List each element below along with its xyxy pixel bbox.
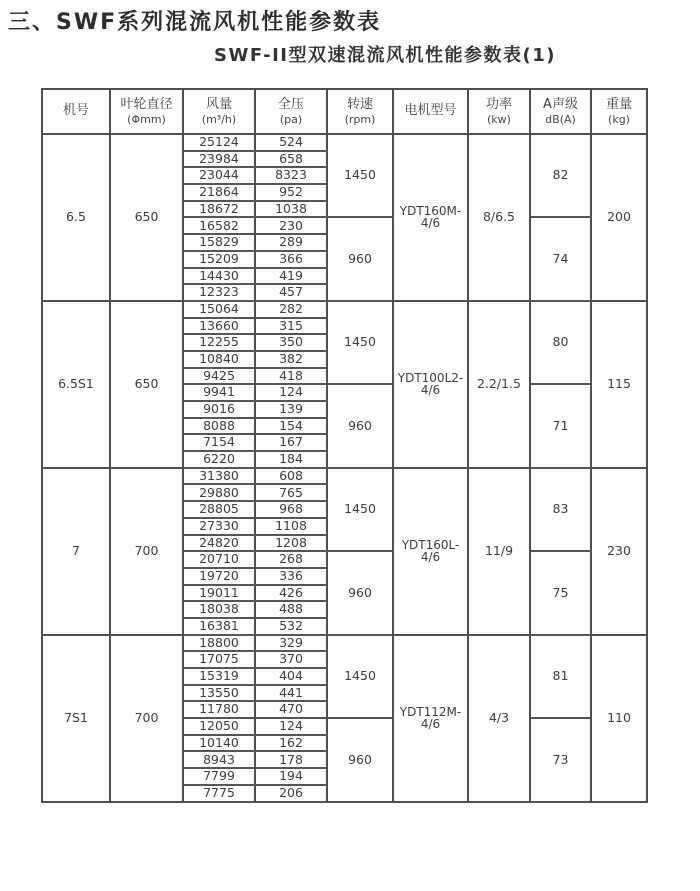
pressure-value: 167	[255, 434, 327, 451]
weight-value: 115	[591, 301, 647, 468]
noise-level: 71	[530, 384, 591, 467]
speed-value: 960	[327, 384, 393, 467]
pressure-value: 1208	[255, 535, 327, 552]
motor-model: YDT112M-4/6	[393, 635, 468, 802]
pressure-value: 524	[255, 134, 327, 151]
pressure-value: 404	[255, 668, 327, 685]
airflow-value: 15064	[183, 301, 255, 318]
header-label: A声级	[543, 96, 578, 112]
col-header-speed	[327, 89, 393, 134]
weight-value: 200	[591, 134, 647, 301]
airflow-value: 17075	[183, 651, 255, 668]
col-header-power	[468, 89, 530, 134]
speed-value: 1450	[327, 635, 393, 718]
pressure-value: 268	[255, 551, 327, 568]
impeller-diameter: 650	[110, 301, 183, 468]
airflow-value: 16381	[183, 618, 255, 635]
airflow-value: 11780	[183, 701, 255, 718]
airflow-value: 20710	[183, 551, 255, 568]
machine-no: 7S1	[42, 635, 110, 802]
impeller-diameter: 650	[110, 134, 183, 301]
pressure-value: 162	[255, 735, 327, 752]
table-row	[42, 635, 647, 652]
airflow-value: 9425	[183, 368, 255, 385]
power-value: 2.2/1.5	[468, 301, 530, 468]
airflow-value: 16582	[183, 217, 255, 234]
col-header-airflow	[183, 89, 255, 134]
airflow-value: 13660	[183, 318, 255, 335]
airflow-value: 18038	[183, 601, 255, 618]
speed-value: 960	[327, 718, 393, 801]
header-row	[42, 89, 647, 134]
airflow-value: 7154	[183, 434, 255, 451]
pressure-value: 532	[255, 618, 327, 635]
header-unit: (kg)	[608, 112, 630, 126]
pressure-value: 124	[255, 384, 327, 401]
table-row	[42, 468, 647, 485]
header-label: 叶轮直径	[120, 96, 173, 112]
airflow-value: 12255	[183, 334, 255, 351]
header-unit: (rpm)	[344, 112, 376, 126]
pressure-value: 184	[255, 451, 327, 468]
airflow-value: 15319	[183, 668, 255, 685]
header-label: 电机型号	[404, 103, 457, 119]
pressure-value: 230	[255, 217, 327, 234]
airflow-value: 7775	[183, 785, 255, 802]
fan-model-block-7s1	[42, 635, 647, 802]
pressure-value: 194	[255, 768, 327, 785]
noise-level: 74	[530, 217, 591, 300]
airflow-value: 18800	[183, 635, 255, 652]
header-unit: (pa)	[279, 112, 303, 126]
pressure-value: 488	[255, 601, 327, 618]
weight-value: 110	[591, 635, 647, 802]
pressure-value: 968	[255, 501, 327, 518]
page-title: 三、SWF系列混流风机性能参数表	[8, 10, 382, 35]
pressure-value: 366	[255, 251, 327, 268]
airflow-value: 9016	[183, 401, 255, 418]
fan-model-block-7	[42, 468, 647, 635]
airflow-value: 19011	[183, 585, 255, 602]
airflow-value: 8088	[183, 418, 255, 435]
machine-no: 7	[42, 468, 110, 635]
airflow-value: 7799	[183, 768, 255, 785]
speed-value: 1450	[327, 134, 393, 217]
fan-spec-table	[41, 88, 648, 803]
pressure-value: 1038	[255, 201, 327, 218]
airflow-value: 9941	[183, 384, 255, 401]
header-label: 重量	[605, 96, 632, 112]
noise-level: 80	[530, 301, 591, 384]
pressure-value: 154	[255, 418, 327, 435]
pressure-value: 608	[255, 468, 327, 485]
header-unit: (m³/h)	[201, 112, 237, 126]
col-header-total-pressure	[255, 89, 327, 134]
noise-level: 83	[530, 468, 591, 551]
noise-level: 81	[530, 635, 591, 718]
machine-no: 6.5	[42, 134, 110, 301]
airflow-value: 29880	[183, 484, 255, 501]
header-unit: dB(A)	[545, 112, 576, 126]
airflow-value: 18672	[183, 201, 255, 218]
motor-model: YDT100L2-4/6	[393, 301, 468, 468]
pressure-value: 139	[255, 401, 327, 418]
pressure-value: 8323	[255, 167, 327, 184]
airflow-value: 14430	[183, 268, 255, 285]
speed-value: 1450	[327, 301, 393, 384]
header-label: 全压	[277, 96, 304, 112]
airflow-value: 27330	[183, 518, 255, 535]
pressure-value: 952	[255, 184, 327, 201]
noise-level: 73	[530, 718, 591, 801]
airflow-value: 19720	[183, 568, 255, 585]
pressure-value: 315	[255, 318, 327, 335]
airflow-value: 31380	[183, 468, 255, 485]
pressure-value: 382	[255, 351, 327, 368]
airflow-value: 10140	[183, 735, 255, 752]
pressure-value: 441	[255, 685, 327, 702]
pressure-value: 178	[255, 751, 327, 768]
pressure-value: 124	[255, 718, 327, 735]
power-value: 4/3	[468, 635, 530, 802]
motor-model: YDT160M-4/6	[393, 134, 468, 301]
noise-level: 82	[530, 134, 591, 217]
col-header-noise-level	[530, 89, 591, 134]
header-label: 功率	[485, 96, 512, 112]
pressure-value: 658	[255, 151, 327, 168]
table-subtitle: SWF-II型双速混流风机性能参数表(1)	[214, 45, 556, 66]
header-unit: (kw)	[487, 112, 511, 126]
pressure-value: 350	[255, 334, 327, 351]
table-row	[42, 134, 647, 151]
pressure-value: 282	[255, 301, 327, 318]
pressure-value: 1108	[255, 518, 327, 535]
airflow-value: 15829	[183, 234, 255, 251]
airflow-value: 12050	[183, 718, 255, 735]
col-header-motor-model	[393, 89, 468, 134]
header-label: 机号	[62, 103, 89, 119]
speed-value: 960	[327, 217, 393, 300]
power-value: 8/6.5	[468, 134, 530, 301]
pressure-value: 419	[255, 268, 327, 285]
header-unit: (Φmm)	[127, 112, 166, 126]
col-header-machine-no	[42, 89, 110, 134]
pressure-value: 206	[255, 785, 327, 802]
col-header-weight	[591, 89, 647, 134]
airflow-value: 24820	[183, 535, 255, 552]
noise-level: 75	[530, 551, 591, 634]
airflow-value: 23044	[183, 167, 255, 184]
power-value: 11/9	[468, 468, 530, 635]
impeller-diameter: 700	[110, 468, 183, 635]
impeller-diameter: 700	[110, 635, 183, 802]
pressure-value: 418	[255, 368, 327, 385]
pressure-value: 457	[255, 284, 327, 301]
airflow-value: 13550	[183, 685, 255, 702]
weight-value: 230	[591, 468, 647, 635]
speed-value: 1450	[327, 468, 393, 551]
table-row	[42, 301, 647, 318]
airflow-value: 8943	[183, 751, 255, 768]
pressure-value: 765	[255, 484, 327, 501]
pressure-value: 470	[255, 701, 327, 718]
pressure-value: 336	[255, 568, 327, 585]
pressure-value: 426	[255, 585, 327, 602]
fan-model-block-6-5s1	[42, 301, 647, 468]
airflow-value: 23984	[183, 151, 255, 168]
pressure-value: 329	[255, 635, 327, 652]
speed-value: 960	[327, 551, 393, 634]
header-label: 风量	[205, 96, 232, 112]
airflow-value: 28805	[183, 501, 255, 518]
airflow-value: 25124	[183, 134, 255, 151]
airflow-value: 21864	[183, 184, 255, 201]
pressure-value: 289	[255, 234, 327, 251]
fan-model-block-6-5	[42, 134, 647, 301]
header-label: 转速	[346, 96, 373, 112]
airflow-value: 6220	[183, 451, 255, 468]
machine-no: 6.5S1	[42, 301, 110, 468]
pressure-value: 370	[255, 651, 327, 668]
motor-model: YDT160L-4/6	[393, 468, 468, 635]
airflow-value: 10840	[183, 351, 255, 368]
col-header-impeller-diameter	[110, 89, 183, 134]
airflow-value: 15209	[183, 251, 255, 268]
airflow-value: 12323	[183, 284, 255, 301]
